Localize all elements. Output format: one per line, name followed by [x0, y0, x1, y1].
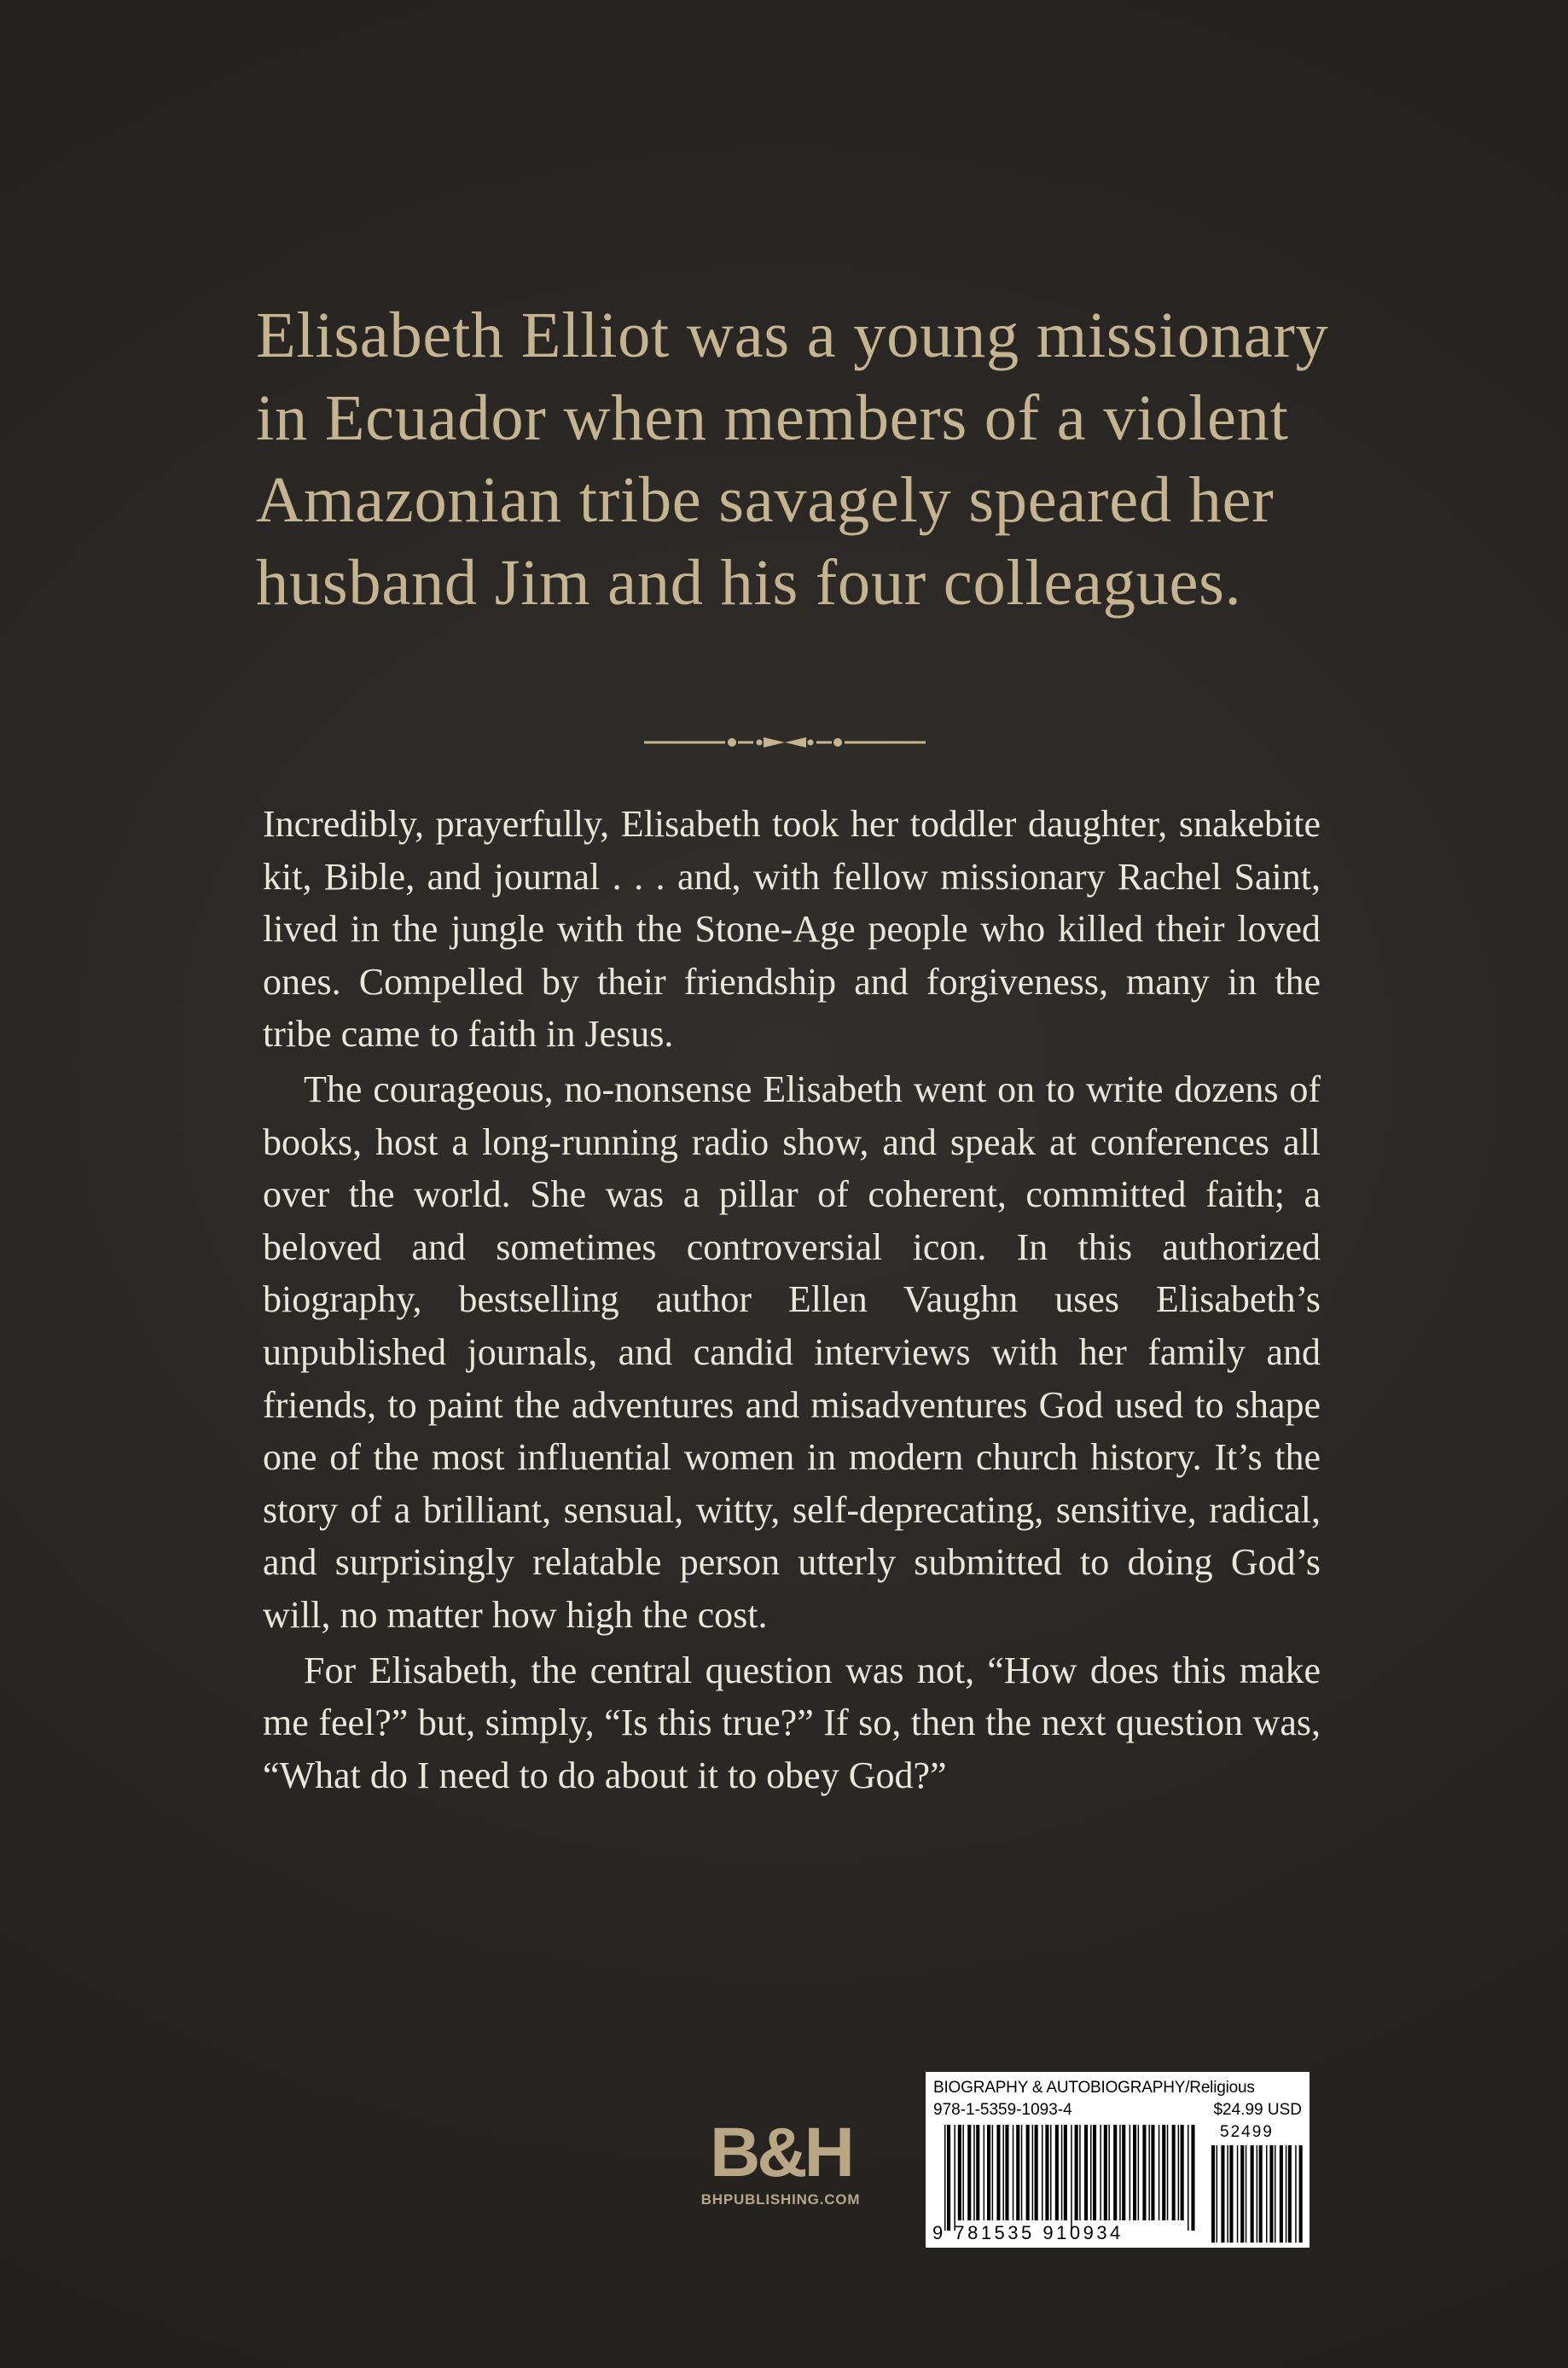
- synopsis: [263, 798, 1321, 1801]
- headline-line: in Ecuador when members of a violent: [256, 381, 1289, 454]
- isbn-barcode-block: [926, 2072, 1310, 2248]
- headline-line: husband Jim and his four colleagues.: [256, 545, 1242, 619]
- synopsis-paragraph: Incredibly, prayerfully, Elisabeth took her toddler daughter, snakebite kit, Bible, and journal . . . and, with fellow missionary Rachel Saint, lived in the jungle with the Stone-Age people who killed their loved ones. Compelled by their friendship and forgiveness, many in the tribe came to faith in Jesus.: [263, 803, 1321, 1056]
- bisac-category: BIOGRAPHY & AUTOBIOGRAPHY/Religious: [933, 2079, 1255, 2097]
- headline-blurb: [256, 294, 1348, 624]
- synopsis-paragraph: For Elisabeth, the central question was not, “How does this make me feel?” but, simply, “Is this true?” If so, then the next question was, “What do I need to do about it to obey God?”: [263, 1649, 1321, 1796]
- isbn-number: 978-1-5359-1093-4: [933, 2101, 1072, 2119]
- price-addon-code: 52499: [1220, 2123, 1274, 2141]
- headline-line: Amazonian tribe savagely speared her: [256, 463, 1275, 536]
- price-label: $24.99 USD: [1213, 2101, 1302, 2119]
- publisher-url: BHPUBLISHING.COM: [700, 2191, 861, 2208]
- synopsis-paragraph: The courageous, no-nonsense Elisabeth went on to write dozens of books, host a long-running radio show, and speak at conferences all over the world. She was a pillar of coherent, committed faith; a beloved and sometimes controversial icon. In this authorized biography, bestselling author Ellen Vaughn uses Elisabeth’s unpublished journals, and candid interviews with her family and friends, to paint the adventures and misadventures God used to shape one of the most influential women in modern church history. It’s the story of a brilliant, sensual, witty, self-deprecating, sensitive, radical, and surprisingly relatable person utterly submitted to doing God’s will, no matter how high the cost.: [263, 1068, 1321, 1636]
- flourish-divider-icon: [644, 725, 926, 759]
- headline-line: Elisabeth Elliot was a young missionary: [256, 299, 1329, 371]
- publisher-logo: [678, 2114, 883, 2208]
- barcode-digits: 9 781535 910934: [932, 2222, 1124, 2243]
- publisher-logo-mark: B&H: [710, 2114, 851, 2191]
